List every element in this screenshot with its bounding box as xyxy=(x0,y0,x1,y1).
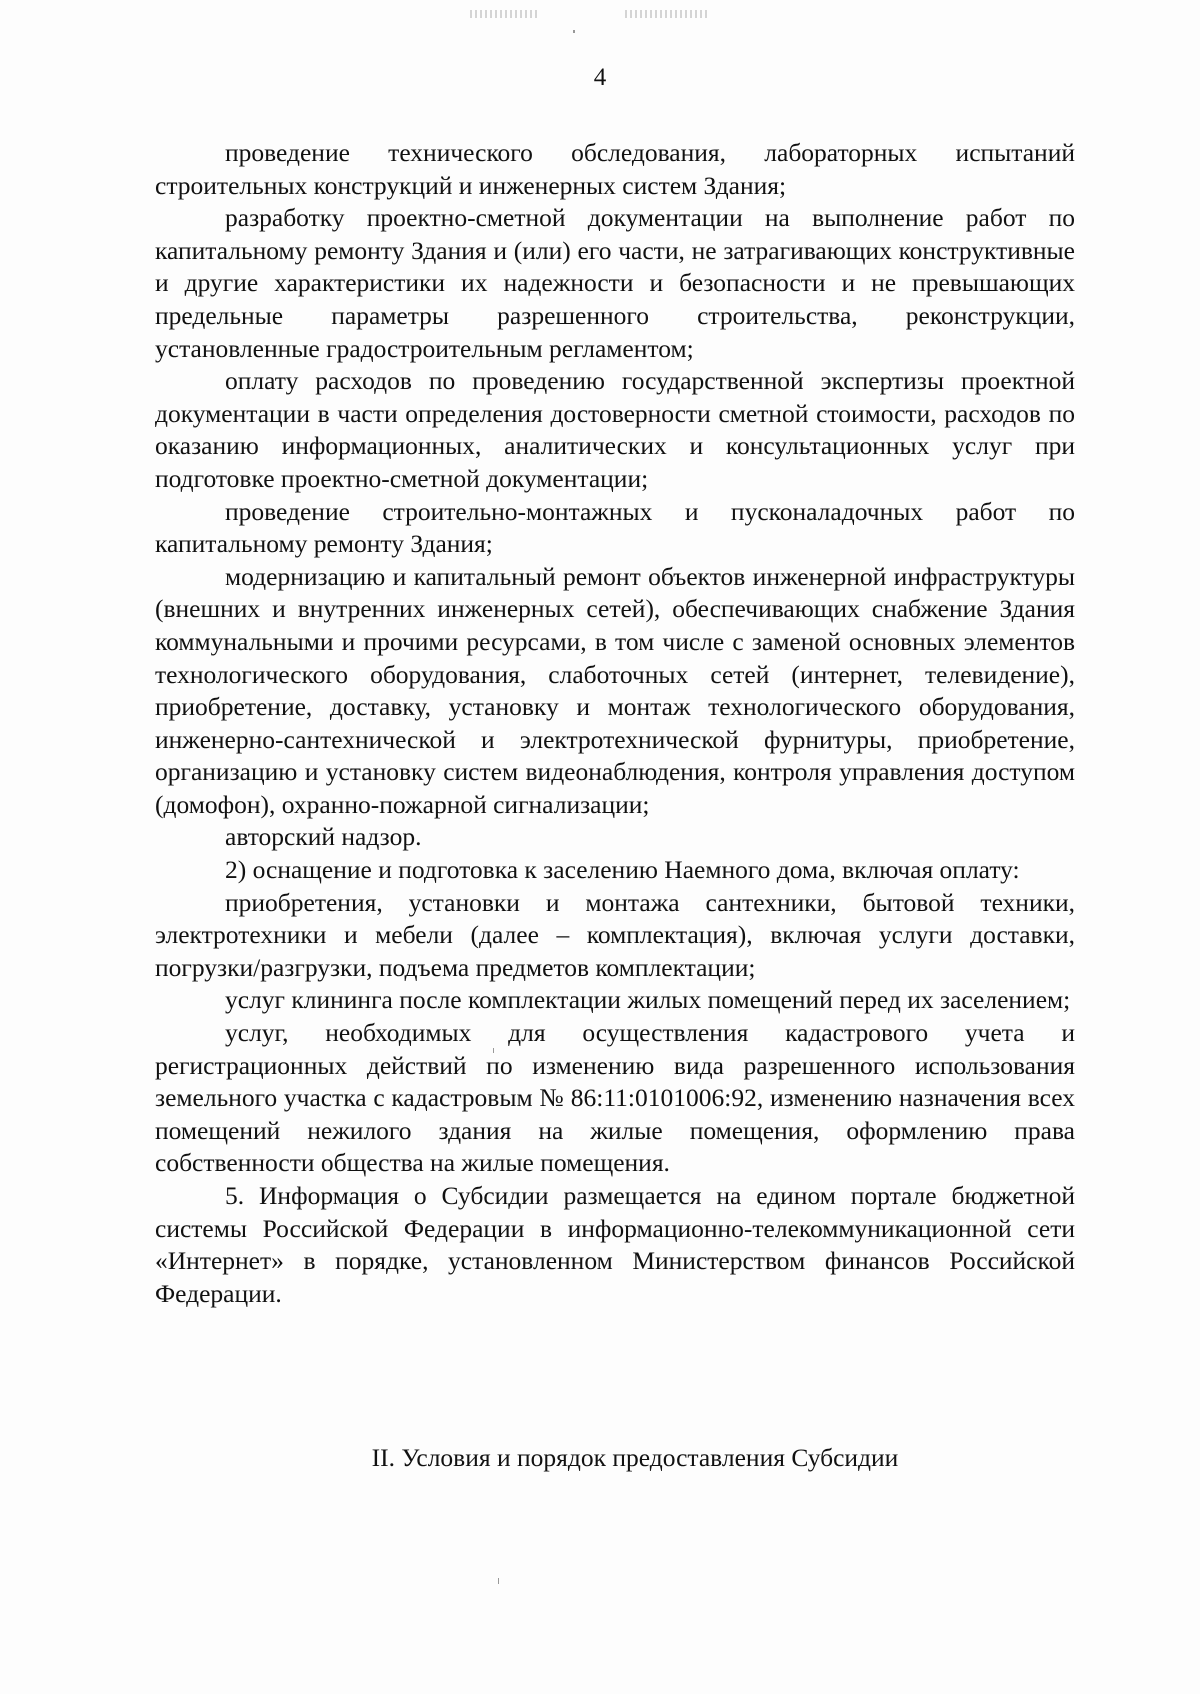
scan-speck xyxy=(498,1578,499,1584)
paragraph: услуг клининга после комплектации жилых помещений перед их заселением; xyxy=(225,985,1071,1015)
paragraph: услуг, необходимых для осуществления кадастрового учета и регистрационных действий по изменению вида разрешенного использования земельного участка с кадастровым № 86:11:0101006:92, изменению назначения всех помещений нежилого здания на жилые помещения, оформлению права собственности общества на жилые помещения. xyxy=(155,1018,1075,1178)
paragraph: проведение строительно-монтажных и пусконаладочных работ по капитальному ремонту Здания; xyxy=(155,496,1075,559)
document-body xyxy=(155,137,1075,1310)
paragraph: модернизацию и капитальный ремонт объектов инженерной инфраструктуры (внешних и внутренних инженерных сетей), обеспечивающих снабжение Здания коммунальными и прочими ресурсами, в том числе с заменой основных элементов технологического оборудования, слаботочных сетей (интернет, телевидение), приобретение, доставку, установку и монтаж технологического оборудования, инженерно-сантехнической и электротехнической фурнитуры, приобретение, организацию и установку систем видеонаблюдения, контроля управления доступом (домофон), охранно-пожарной сигнализации; xyxy=(155,561,1075,819)
paragraph: приобретения, установки и монтажа сантехники, бытовой техники, электротехники и мебели (далее – комплектация), включая услуги доставки, погрузки/разгрузки, подъема предметов комплектации; xyxy=(155,887,1075,982)
scan-artifact-left xyxy=(470,10,540,18)
paragraph: авторский надзор. xyxy=(225,822,422,852)
scan-speck xyxy=(573,30,575,33)
page-number: 4 xyxy=(593,64,607,91)
paragraph: оплату расходов по проведению государственной экспертизы проектной документации в части определения достоверности сметной стоимости, расходов по оказанию информационных, аналитических и консультационных услуг при подготовке проектно-сметной документации; xyxy=(155,366,1075,493)
paragraph: 2) оснащение и подготовка к заселению Наемного дома, включая оплату: xyxy=(225,855,1020,885)
scan-artifact-right xyxy=(625,10,710,18)
paragraph: 5. Информация о Субсидии размещается на едином портале бюджетной системы Российской Федерации в информационно-телекоммуникационной сети «Интернет» в порядке, установленном Министерством финансов Российской Федерации. xyxy=(155,1181,1075,1308)
section-heading: II. Условия и порядок предоставления Субсидии xyxy=(371,1443,899,1472)
paragraph: проведение технического обследования, лабораторных испытаний строительных конструкций и инженерных систем Здания; xyxy=(155,138,1075,200)
paragraph: разработку проектно-сметной документации на выполнение работ по капитальному ремонту Здания и (или) его части, не затрагивающих конструктивные и другие характеристики их надежности и безопасности и не превышающих предельные параметры разрешенного строительства, реконструкции, установленные градостроительным регламентом; xyxy=(155,203,1075,363)
